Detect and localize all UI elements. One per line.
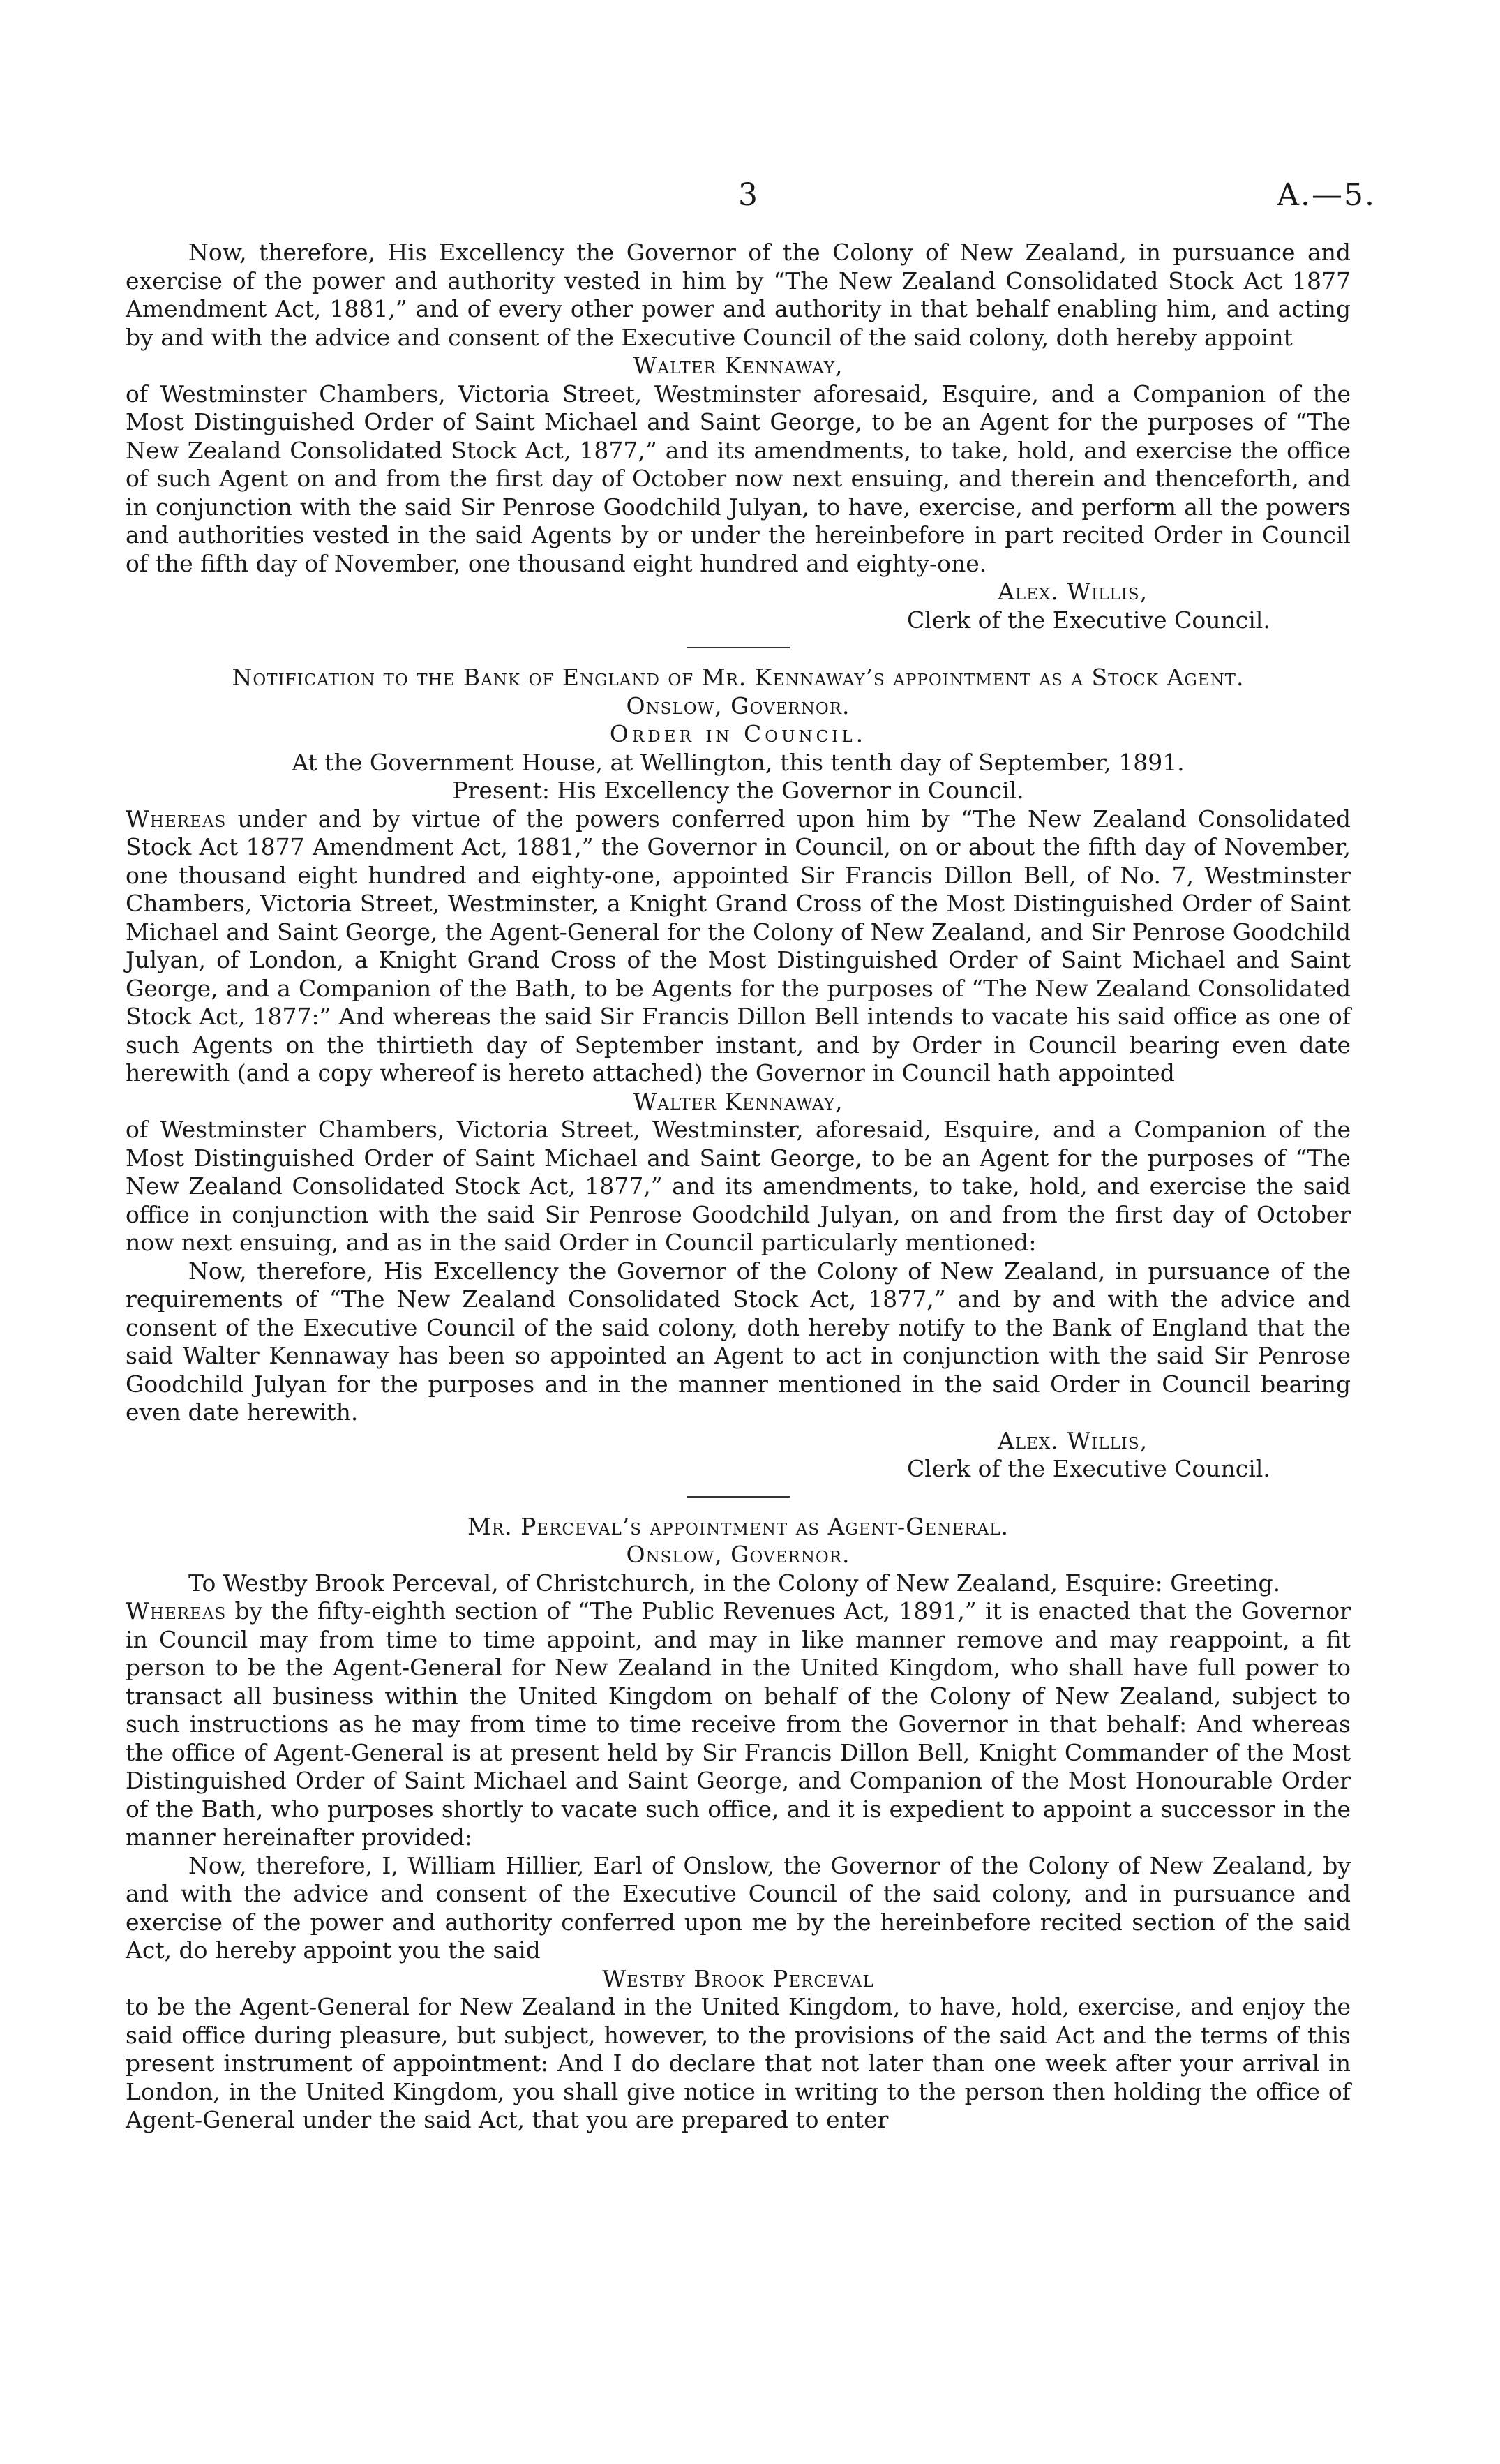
document-reference: A.—5. <box>1277 177 1376 213</box>
section-heading: Notification to the Bank of England of Mr. Kennaway’s appointment as a Stock Agent. <box>232 664 1245 691</box>
appointment-order-paragraph: Now, therefore, I, William Hillier, Earl of Onslow, the Governor of the Colony of New Zealand, by and with the advice and consent of the Executive Council of the said colony, and in pursuance and exercise of the power and authority conferred upon me by the hereinbefore recited section of the said Act, do hereby appoint you the said <box>126 1851 1351 1964</box>
signature-name: Alex. Willis, <box>998 578 1148 605</box>
section-divider <box>687 1496 790 1498</box>
address-line: To Westby Brook Perceval, of Christchurch, in the Colony of New Zealand, Esquire: Greeting. <box>188 1569 1281 1597</box>
document-body <box>126 239 1351 2135</box>
appointee-name: Westby Brook Perceval <box>602 1964 874 1992</box>
appointment-order-paragraph: Now, therefore, His Excellency the Governor of the Colony of New Zealand, in pursuance and exercise of the power and authority vested in him by “The New Zealand Consolidated Stock Act 1877 Amendment Act, 1881,” and of every other power and authority in that behalf enabling him, and acting by and with the advice and consent of the Executive Council of the said colony, doth hereby appoint <box>126 239 1351 351</box>
section-divider <box>687 647 790 648</box>
governor-line: Onslow, Governor. <box>626 692 850 719</box>
whereas-word: Whereas <box>126 1597 227 1625</box>
whereas-text: under and by virtue of the powers conferred upon him by “The New Zealand Consolidated Stock Act 1877 Amendment Act, 1881,” the Governor in Council, on or about the fifth day of November, one thousand eight hundred and eighty-one, appointed Sir Francis Dillon Bell, of No. 7, Westminster Chambers, Victoria Street, Westminster, a Knight Grand Cross of the Most Distinguished Order of Saint Michael and Saint George, the Agent-General for the Colony of New Zealand, and Sir Penrose Goodchild Julyan, of London, a Knight Grand Cross of the Most Distinguished Order of Saint Michael and Saint George, and a Companion of the Bath, to be Agents for the purposes of “The New Zealand Consolidated Stock Act, 1877:” And whereas the said Sir Francis Dillon Bell intends to vacate his said office as one of such Agents on the thirtieth day of September instant, and by Order in Council bearing even date herewith (and a copy whereof is hereto attached) the Governor in Council hath appointed <box>126 805 1351 1087</box>
signature-name: Alex. Willis, <box>998 1426 1148 1454</box>
whereas-paragraph <box>126 1597 1351 1852</box>
signature-block <box>907 578 1351 634</box>
place-and-date: At the Government House, at Wellington, this tenth day of September, 1891. <box>292 748 1185 776</box>
section-heading: Mr. Perceval’s appointment as Agent-General. <box>467 1512 1009 1540</box>
appointee-name: Walter Kennaway, <box>633 1087 843 1115</box>
signature-title: Clerk of the Executive Council. <box>907 606 1270 634</box>
page-header <box>0 177 1500 219</box>
notification-paragraph: Now, therefore, His Excellency the Governor of the Colony of New Zealand, in pursuance of the requirements of “The New Zealand Consolidated Stock Act, 1877,” and by and with the advice and consent of the Executive Council of the said colony, doth hereby notify to the Bank of England that the said Walter Kennaway has been so appointed an Agent to act in conjunction with the said Sir Penrose Goodchild Julyan for the purposes and in the manner mentioned in the said Order in Council bearing even date herewith. <box>126 1257 1351 1426</box>
whereas-word: Whereas <box>126 805 227 832</box>
present-line: Present: His Excellency the Governor in Council. <box>452 777 1024 804</box>
appointment-terms-paragraph: of Westminster Chambers, Victoria Street, Westminster, aforesaid, Esquire, and a Companion of the Most Distinguished Order of Saint Michael and Saint George, to be an Agent for the purposes of “The New Zealand Consolidated Stock Act, 1877,” and its amendments, to take, hold, and exercise the said office in conjunction with the said Sir Penrose Goodchild Julyan, on and from the first day of October now next ensuing, and as in the said Order in Council particularly mentioned: <box>126 1116 1351 1256</box>
page-number: 3 <box>738 177 758 213</box>
appointee-name: Walter Kennaway, <box>633 352 843 379</box>
whereas-text: by the fifty-eighth section of “The Public Revenues Act, 1891,” it is enacted that the Governor in Council may from time to time appoint, and may in like manner remove and may reappoint, a fit person to be the Agent-General for New Zealand in the United Kingdom, who shall have full power to transact all business within the United Kingdom on behalf of the Colony of New Zealand, subject to such instructions as he may from time to time receive from the Governor in that behalf: And whereas the office of Agent-General is at present held by Sir Francis Dillon Bell, Knight Commander of the Most Distinguished Order of Saint Michael and Saint George, and Companion of the Most Honourable Order of the Bath, who purposes shortly to vacate such office, and it is expedient to appoint a successor in the manner hereinafter provided: <box>126 1597 1351 1851</box>
signature-title: Clerk of the Executive Council. <box>907 1455 1270 1482</box>
governor-line: Onslow, Governor. <box>626 1541 850 1568</box>
appointment-terms-paragraph: to be the Agent-General for New Zealand in the United Kingdom, to have, hold, exercise, and enjoy the said office during pleasure, but subject, however, to the provisions of the said Act and the terms of this present instrument of appointment: And I do declare that not later than one week after your arrival in London, in the United Kingdom, you shall give notice in writing to the person then holding the office of Agent-General under the said Act, that you are prepared to enter <box>126 1993 1351 2133</box>
whereas-paragraph <box>126 805 1351 1088</box>
signature-block <box>907 1427 1351 1484</box>
order-title: Order in Council. <box>609 720 867 747</box>
appointment-terms-paragraph: of Westminster Chambers, Victoria Street, Westminster aforesaid, Esquire, and a Companion of the Most Distinguished Order of Saint Michael and Saint George, to be an Agent for the purposes of “The New Zealand Consolidated Stock Act, 1877,” and its amendments, to take, hold, and exercise the office of such Agent on and from the first day of October now next ensuing, and therein and thenceforth, and in conjunction with the said Sir Penrose Goodchild Julyan, to have, exercise, and perform all the powers and authorities vested in the said Agents by or under the hereinbefore in part recited Order in Council of the fifth day of November, one thousand eight hundred and eighty-one. <box>126 380 1351 577</box>
